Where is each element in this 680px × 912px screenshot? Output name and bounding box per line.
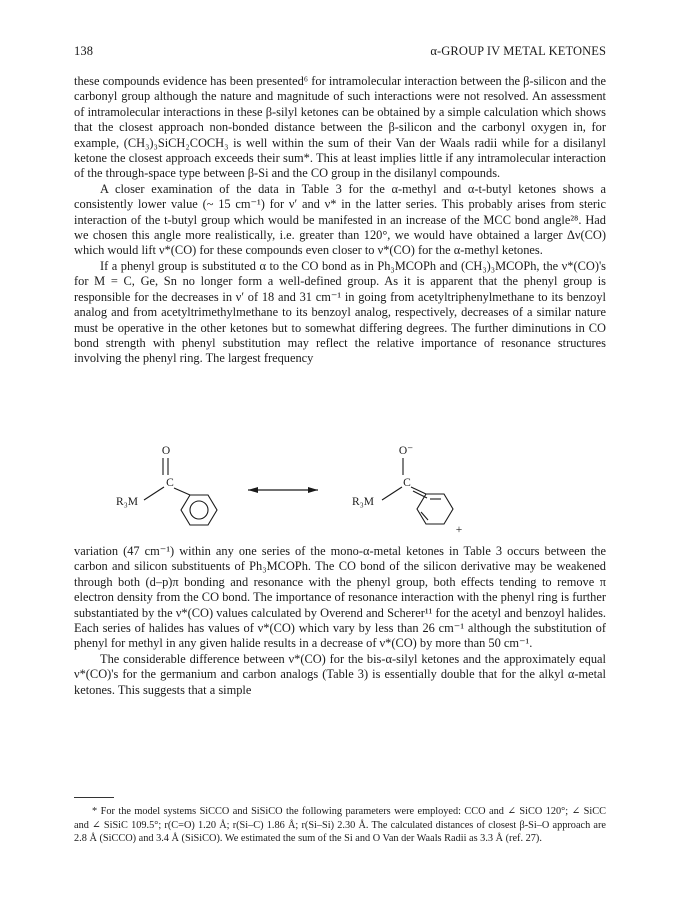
paragraph: The considerable difference between ν*(CO) for the bis-α-silyl ketones and the approximately equal ν*(CO)'s for the germanium and carbon analogs (Table 3) is essentially double that for the alkyl α-metal ketones. This suggests that a simple [74,651,606,697]
substituent-label: R₃M [352,496,374,508]
carbon-label: C [403,477,411,489]
paragraph: A closer examination of the data in Table 3 for the α-methyl and α-t-butyl ketones shows a consistently lower value (~ 15 cm⁻¹) for ν′ and ν* in the latter series. This probably arises from steric interaction of the t-butyl group which would be manifested in an increase of the MCC bond angle²⁸. Had we chosen this angle more realistically, i.e. greater than 120°, we would have obtained a larger Δν(CO) which would lift ν*(CO) for these compounds even closer to ν*(CO) for the α-methyl ketones. [74,181,606,258]
page-number: 138 [74,44,94,58]
paragraph: these compounds evidence has been presented⁶ for intramolecular interaction between the β-silicon and the carbonyl group although the nature and magnitude of such interactions were not resolved. An assessment of intramolecular interactions in these β-silyl ketones can be obtained by a simple calculation which shows that the closest approach non-bonded distance between the β-silicon and the carbonyl oxygen in, for example, (CH₃)₃SiCH₂COCH₃ is well within the sum of their Van der Waals radii while for a disilanyl ketone the closest approach exceeds their sum*. This at least implies little if any intramolecular interaction of the through-space type between β-Si and the CO group in the disilanyl compounds. [74,74,606,181]
running-title: α-GROUP IV METAL KETONES [430,44,606,58]
paragraph: If a phenyl group is substituted α to the CO bond as in Ph₃MCOPh and (CH₃)₃MCOPh, the ν*(CO)'s for M = C, Ge, Sn no longer form a well-defined group. As it is apparent that the phenyl group is responsible for the decreases in ν′ of 18 and 31 cm⁻¹ in going from acetyltriphenylmethane to its benzoyl analog and from acetyltrimethylmethane to its benzoyl analog, respectively, decreases of a similar nature must be operative in the other ketones but to somewhat differing degrees. The further diminutions in CO bond strength with phenyl substitution may reflect the relative importance of resonance structures involving the phenyl ring. The largest frequency [74,258,606,366]
main-text-lower [74,544,606,698]
positive-charge: + [455,524,463,536]
main-text-upper [74,74,606,367]
footnote-text: * For the model systems SiCCO and SiSiCO the following parameters were employed: CCO and ∠ SiCO 120°; ∠ SiCC and ∠ SiSiC 109.5°; r(C=O) 1.20 Å; r(Si–C) 1.86 Å; r(Si–Si) 2.30 Å. The calculated distances of closest β-Si–O approach are 2.8 Å (SiCCO) and 3.4 Å (SiSiCO). We estimated the sum of the Si and O Van der Waals Radii as 3.3 Å (ref. 27). [74,806,606,845]
page-header [74,44,606,60]
resonance-arrow [248,487,318,493]
oxygen-anion-label: O⁻ [398,445,414,457]
oxygen-label: O [161,445,171,457]
benzene-ring [181,495,217,525]
footnote-rule [74,797,114,798]
aromatic-circle [190,501,208,519]
resonance-structures-figure [100,442,580,538]
carbon-label: C [166,477,174,489]
left-structure [116,445,217,525]
substituent-label: R₃M [116,496,138,508]
right-structure [352,445,462,536]
footnote [74,805,606,846]
resonance-diagram [100,442,580,538]
paragraph: variation (47 cm⁻¹) within any one series of the mono-α-metal ketones in Table 3 occurs between the carbon and silicon substituents of Ph₃MCOPh. The CO bond of the silicon derivative may be weakened through both (d–p)π bonding and resonance with the phenyl group, both effects tending to remove π electron density from the CO bond. The importance of resonance interaction with the phenyl ring is further substantiated by the ν*(CO) values calculated by Overend and Scherer¹¹ for the acetyl and benzoyl halides. Each series of halides has values of ν*(CO) which vary by less than 26 cm⁻¹ although the substitution of phenyl for methyl in any given halide results in a decrease of ν*(CO) by more than 50 cm⁻¹. [74,544,606,651]
